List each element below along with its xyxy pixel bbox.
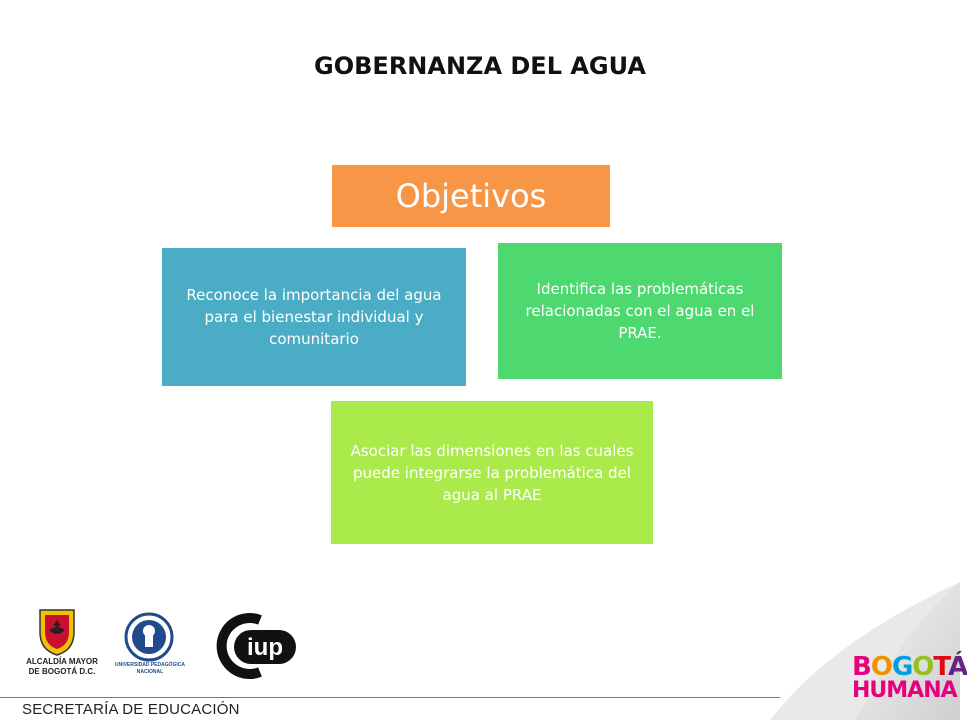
objective-box-2: Identifica las problemáticas relacionadas con el agua en el PRAE. [498,243,782,379]
slide-title: GOBERNANZA DEL AGUA [314,52,646,80]
bogota-letter: B [852,652,871,682]
iup-logo-text: iup [247,634,283,661]
bogota-letter: O [912,652,934,682]
alcaldia-line-2: DE BOGOTÁ D.C. [28,667,96,676]
upn-seal-icon [124,612,174,662]
upn-line-2: NACIONAL [136,669,164,675]
objectives-header: Objetivos [332,165,610,227]
alcaldia-logo-label [14,657,110,677]
bogota-letter: T [933,652,949,682]
upn-line-1: UNIVERSIDAD PEDAGÓGICA [114,662,185,668]
bogota-humana-logo [852,652,967,703]
bogota-letter: G [891,652,913,682]
alcaldia-line-1: ALCALDÍA MAYOR [26,657,98,666]
upn-logo-label [110,662,190,676]
objective-box-1: Reconoce la importancia del agua para el bienestar individual y comunitario [162,248,466,386]
iup-logo [212,614,298,678]
bogota-logo-line-2: HUMANA [852,678,957,703]
objective-box-3: Asociar las dimensiones en las cuales puede integrarse la problemática del agua al PRAE [331,401,653,544]
bogota-logo-line-1 [852,652,967,682]
bogota-letter: Á [948,652,967,682]
bogota-letter: O [870,652,892,682]
footer-secretaria-label: SECRETARÍA DE EDUCACIÓN [22,701,240,718]
alcaldia-coat-of-arms-icon [36,606,78,656]
footer-divider [0,697,780,698]
